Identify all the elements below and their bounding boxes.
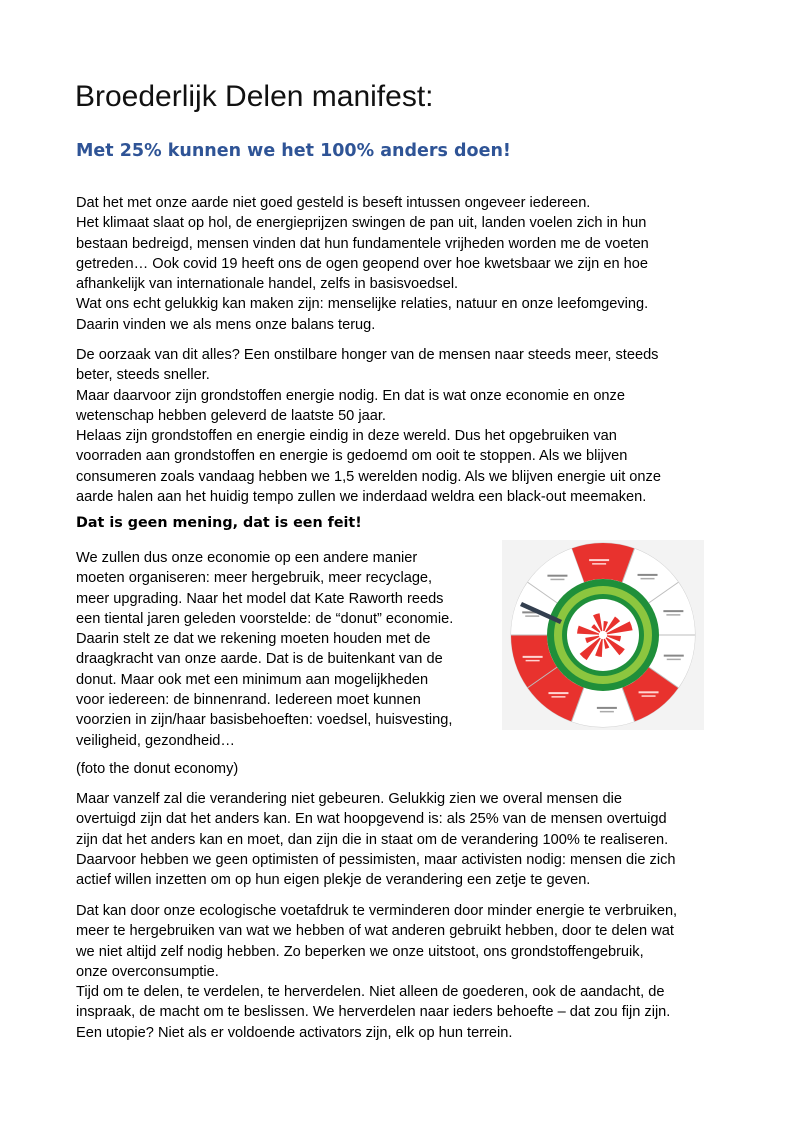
segment-label-mark — [600, 711, 614, 713]
segment-label-mark — [642, 695, 656, 697]
text-line: een tiental jaren geleden voorstelde: de “donut” economie. — [76, 610, 454, 627]
segment-label-mark — [641, 578, 655, 580]
text-line: we niet altijd zelf nodig hebben. Zo beperken we onze uitstoot, ons grondstoffengebruik, — [76, 943, 644, 960]
text-line: aarde halen aan het huidig tempo zullen we inderdaad weldra een black-out meemaken. — [76, 489, 647, 506]
text-line: meer te hergebruiken van wat we hebben of wat anderen gebruikt hebben, door te delen wat — [76, 923, 674, 940]
text-line: inspraak, de macht om te beslissen. We herverdelen naar ieders behoefte – dat zou fijn zijn. — [76, 1004, 671, 1021]
text-line: afhankelijk van internationale handel, zelfs in basisvoedsel. — [76, 276, 459, 293]
segment-label-mark — [548, 692, 568, 694]
text-line: voor iedereen: de binnenrand. Iedereen moet kunnen — [76, 692, 421, 709]
segment-label-mark — [638, 574, 658, 576]
text-line: donut. Maar ook met een minimum aan mogelijkheden — [76, 671, 429, 688]
segment-label-mark — [663, 610, 683, 612]
segment-label-mark — [547, 575, 567, 577]
text-line: Een utopie? Niet als er voldoende activators zijn, elk op hun terrein. — [76, 1024, 513, 1041]
text-line: Dat het met onze aarde niet goed gesteld is beseft intussen ongeveer iedereen. — [76, 195, 591, 211]
text-line: Daarvoor hebben we geen optimisten of pessimisten, maar activisten nodig: mensen die zich — [76, 851, 676, 868]
text-line: We zullen dus onze economie op een andere manier — [76, 550, 418, 566]
text-line: moeten organiseren: meer hergebruik, meer recyclage, — [76, 570, 433, 587]
segment-label-mark — [667, 659, 681, 661]
text-line: zijn dat het anders kan en moet, dan zijn die in staat om de verandering 100% te realiseren. — [76, 831, 669, 848]
text-line: Helaas zijn grondstoffen en energie eindig in deze wereld. Dus het opgebruiken van — [76, 428, 617, 445]
text-line: actief willen inzetten om op hun eigen plekje de verandering een zetje te geven. — [76, 872, 591, 889]
text-line: De oorzaak van dit alles? Een onstilbare honger van de mensen naar steeds meer, steeds — [76, 347, 659, 363]
document-title: Broederlijk Delen manifest: — [75, 80, 434, 113]
segment-label-mark — [523, 656, 543, 658]
text-line: Wat ons echt gelukkig kan maken zijn: menselijke relaties, natuur en onze leefomgeving. — [76, 296, 649, 313]
text-line: overtuigd zijn dat het anders kan. En wat hoopgevend is: als 25% van de mensen overtuigd — [76, 811, 667, 828]
text-line: Maar vanzelf zal die verandering niet gebeuren. Gelukkig zien we overal mensen die — [76, 791, 622, 807]
section-heading: Dat is geen mening, dat is een feit! — [76, 515, 362, 531]
text-line: Daarin stelt ze dat we rekening moeten houden met de — [76, 631, 431, 648]
paragraph-donut-model — [76, 548, 453, 751]
segment-label-mark — [525, 615, 539, 617]
caption-text: (foto the donut economy) — [76, 761, 239, 777]
segment-label-mark — [592, 563, 606, 565]
segment-label-mark — [526, 660, 540, 662]
segment-label-mark — [597, 707, 617, 709]
center-dot — [599, 631, 607, 639]
document-subtitle: Met 25% kunnen we het 100% anders doen! — [76, 141, 511, 161]
segment-label-mark — [639, 691, 659, 693]
segment-label-mark — [666, 614, 680, 616]
segment-label-mark — [550, 579, 564, 581]
text-line: beter, steeds sneller. — [76, 367, 210, 384]
text-line: draagkracht van onze aarde. Dat is de buitenkant van de — [76, 651, 443, 668]
text-line: Daarin vinden we als mens onze balans terug. — [76, 316, 376, 333]
text-line: Maar daarvoor zijn grondstoffen energie nodig. En dat is wat onze economie en onze — [76, 387, 625, 404]
text-line: voorraden aan grondstoffen en energie is gedoemd om ooit te stoppen. Als we blijven — [76, 448, 628, 465]
paragraph-footprint — [76, 901, 677, 1043]
paragraph-cause — [76, 345, 661, 507]
paragraph-activists — [76, 789, 675, 890]
donut-economy-diagram-icon — [502, 540, 704, 730]
segment-label-mark — [664, 655, 684, 657]
text-line: veiligheid, gezondheid… — [76, 732, 236, 749]
text-line: bestaan bedreigd, mensen vinden dat hun fundamentele vrijheden worden me de voeten — [76, 235, 649, 252]
figure-caption — [76, 759, 238, 779]
text-line: Tijd om te delen, te verdelen, te herverdelen. Niet alleen de goederen, ook de aandacht, de — [76, 984, 665, 1001]
text-line: onze overconsumptie. — [76, 963, 219, 980]
segment-label-mark — [551, 696, 565, 698]
text-line: wetenschap hebben geleverd de laatste 50 jaar. — [76, 407, 386, 424]
text-line: Het klimaat slaat op hol, de energieprijzen swingen de pan uit, landen voelen zich in hun — [76, 215, 647, 232]
paragraph-intro — [76, 193, 649, 335]
text-line: Dat kan door onze ecologische voetafdruk te verminderen door minder energie te verbruiken, — [76, 903, 678, 919]
text-line: getreden… Ook covid 19 heeft ons de ogen geopend over hoe kwetsbaar we zijn en hoe — [76, 255, 648, 272]
text-line: meer upgrading. Naar het model dat Kate Raworth reeds — [76, 590, 444, 607]
donut-economy-image — [502, 540, 704, 730]
text-line: voorzien in zijn/haar basisbehoeften: voedsel, huisvesting, — [76, 712, 453, 729]
segment-label-mark — [589, 559, 609, 561]
text-line: consumeren zoals vandaag hebben we 1,5 werelden nodig. Als we blijven energie uit onze — [76, 468, 661, 485]
